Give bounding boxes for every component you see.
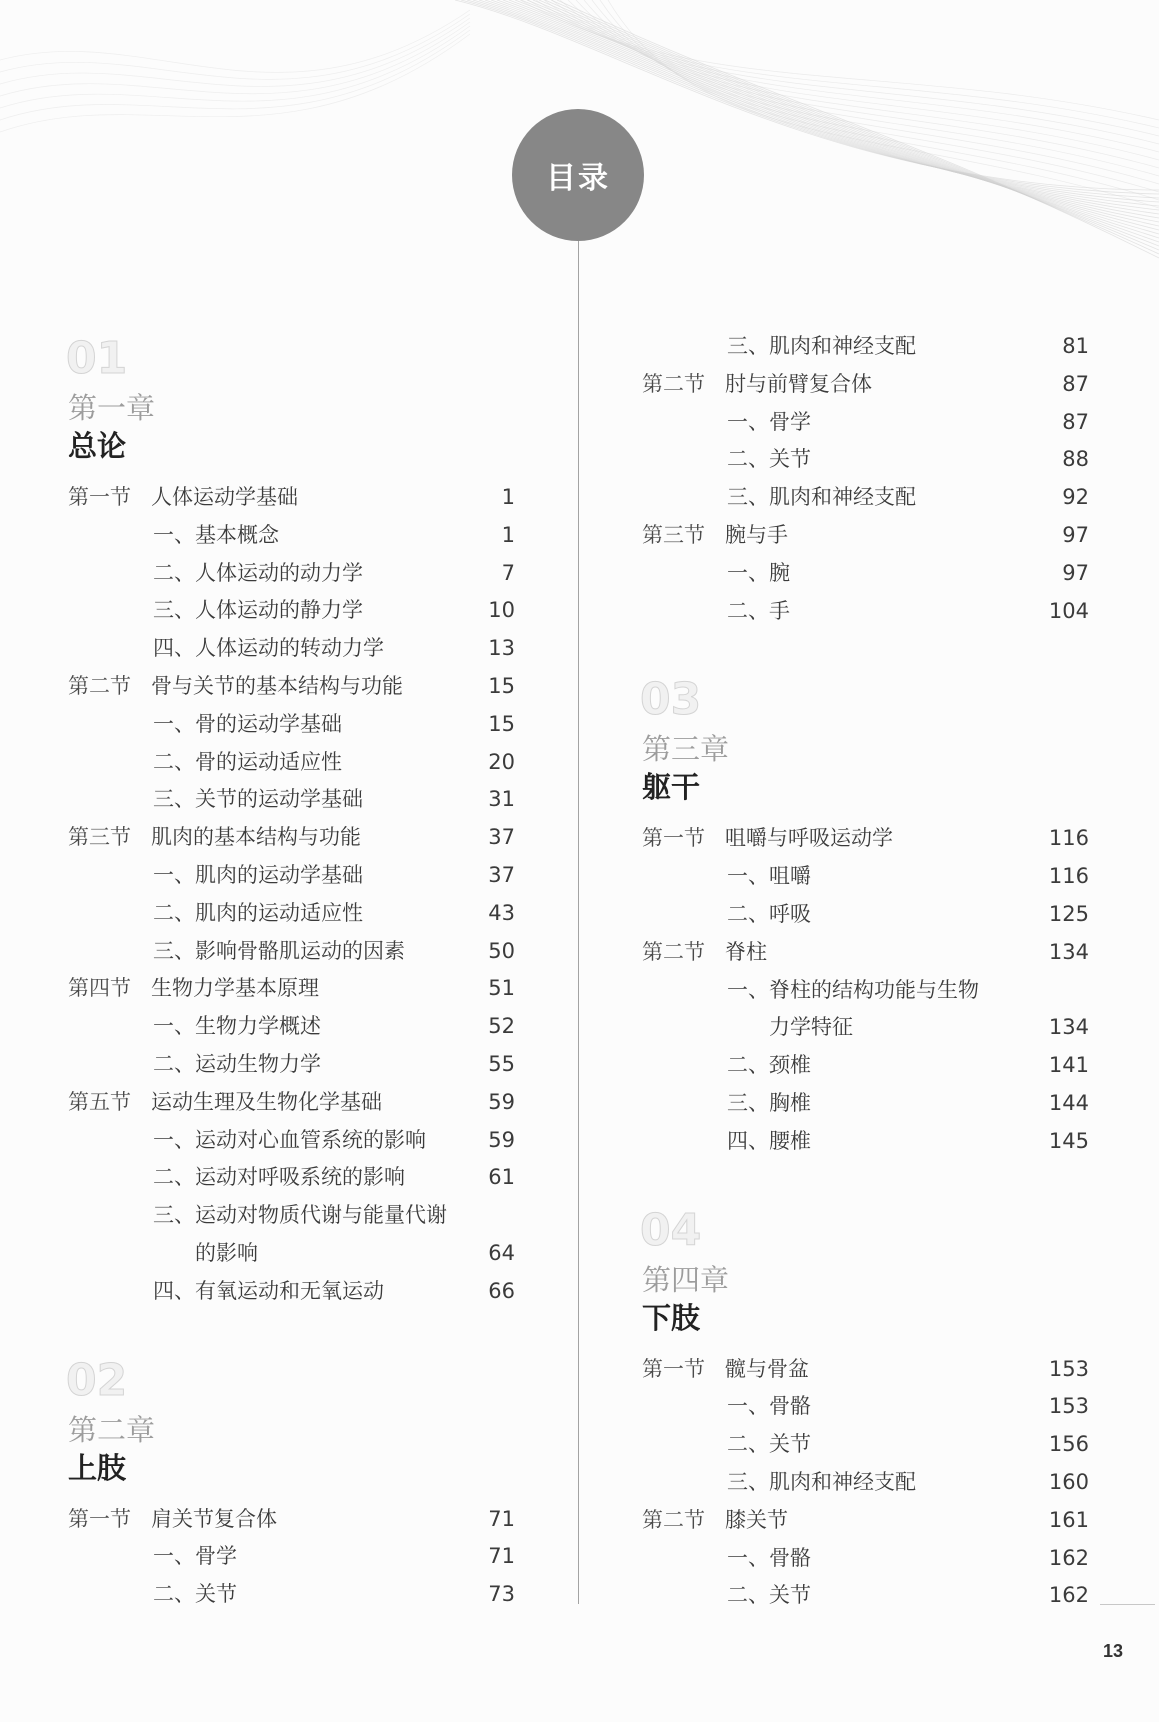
page-ref: 64 [488, 1240, 515, 1265]
wave-line [592, 0, 1159, 192]
toc-item-row [68, 1197, 515, 1235]
section-label: 第四节 [68, 976, 131, 1001]
item-title: 二、呼吸 [727, 901, 811, 926]
item-title: 三、运动对物质代谢与能量代谢 [153, 1203, 447, 1228]
chapter-label: 第一章 [68, 391, 156, 425]
chapter-label: 第二章 [68, 1412, 156, 1447]
page-ref: 97 [1062, 560, 1089, 585]
item-title: 一、骨的运动学基础 [153, 711, 342, 736]
chapter-number: 02 [66, 1354, 128, 1406]
toc-item-row [642, 328, 1089, 366]
section-label: 第三节 [68, 825, 131, 850]
item-title: 一、基本概念 [153, 522, 279, 547]
chapter-number: 03 [640, 674, 702, 726]
footer-rule [1100, 1604, 1155, 1605]
item-title: 三、肌肉和神经支配 [727, 485, 916, 510]
page-ref: 1 [501, 485, 515, 509]
item-title: 一、骨骼 [727, 1545, 811, 1570]
item-title: 二、肌肉的运动适应性 [153, 900, 363, 925]
page-ref: 71 [488, 1506, 515, 1531]
toc-item-row [68, 933, 515, 971]
toc-item-row [68, 1273, 515, 1311]
section-title: 人体运动学基础 [151, 485, 298, 509]
item-title: 一、运动对心血管系统的影响 [153, 1127, 426, 1152]
toc-item-row [68, 517, 515, 555]
page-ref: 73 [488, 1582, 515, 1607]
chapter-number: 01 [66, 333, 128, 384]
item-title: 二、人体运动的动力学 [153, 560, 363, 585]
item-title: 一、肌肉的运动学基础 [153, 862, 363, 887]
toc-item-row [642, 479, 1089, 517]
item-title-continued: 力学特征 [769, 1015, 853, 1040]
wave-line [0, 22, 470, 96]
section-label: 第二节 [642, 371, 705, 396]
page-ref: 92 [1062, 485, 1089, 510]
item-title: 一、骨骼 [727, 1394, 811, 1419]
toc-column-left [68, 289, 515, 1614]
chapter-heading [642, 1161, 1089, 1351]
item-title: 二、手 [727, 598, 790, 623]
section-title: 运动生理及生物化学基础 [151, 1089, 382, 1114]
item-title: 二、运动对呼吸系统的影响 [153, 1165, 405, 1190]
page-ref: 81 [1062, 334, 1089, 358]
section-label: 第五节 [68, 1089, 131, 1114]
page-ref: 71 [488, 1544, 515, 1569]
toc-item-row [642, 1085, 1089, 1123]
wave-line [536, 0, 1159, 136]
wave-line [520, 0, 1159, 120]
toc-section-row [68, 479, 515, 517]
page-ref: 66 [488, 1278, 515, 1303]
page-ref: 134 [1048, 1015, 1089, 1040]
page-ref: 61 [488, 1165, 515, 1190]
chapter-title: 躯干 [642, 770, 701, 805]
chapter-label: 第四章 [642, 1262, 730, 1297]
item-title: 一、咀嚼 [727, 864, 811, 889]
section-title: 腕与手 [725, 522, 788, 547]
toc-section-row [642, 1502, 1089, 1540]
toc-section-row [68, 668, 515, 706]
toc-item-row [68, 706, 515, 744]
toc-column-right [642, 328, 1089, 1615]
toc-section-row [642, 1351, 1089, 1389]
page-ref: 1 [501, 522, 515, 547]
section-title: 咀嚼与呼吸运动学 [725, 826, 893, 851]
item-title: 一、骨学 [153, 1544, 237, 1569]
wave-line [0, 30, 470, 120]
page-number: 13 [1102, 1641, 1124, 1661]
toc-item-row-continued [68, 1235, 515, 1273]
item-title: 一、骨学 [727, 409, 811, 434]
section-label: 第一节 [642, 826, 705, 851]
item-title: 三、关节的运动学基础 [153, 787, 363, 812]
toc-item-row [642, 1426, 1089, 1464]
wave-line [528, 0, 1159, 128]
chapter-title: 上肢 [68, 1450, 127, 1485]
section-title: 肩关节复合体 [151, 1506, 277, 1531]
page-ref: 15 [488, 711, 515, 736]
page-ref: 59 [488, 1127, 515, 1152]
page-ref: 162 [1048, 1583, 1089, 1608]
section-label: 第二节 [642, 1507, 705, 1532]
wave-line [0, 14, 470, 79]
page-ref: 51 [488, 976, 515, 1001]
section-label: 第三节 [642, 522, 705, 547]
toc-item-row [642, 404, 1089, 442]
chapter-title: 下肢 [642, 1300, 701, 1335]
item-title: 二、运动生物力学 [153, 1051, 321, 1076]
page-ref: 125 [1048, 901, 1089, 926]
section-label: 第二节 [642, 939, 705, 964]
page-ref: 55 [488, 1051, 515, 1076]
toc-section-row [642, 934, 1089, 972]
toc-item-row [642, 858, 1089, 896]
toc-badge [512, 109, 644, 241]
page-ref: 162 [1048, 1545, 1089, 1570]
toc-title: 目录 [546, 161, 610, 196]
section-title: 生物力学基本原理 [151, 976, 319, 1001]
toc-item-row [68, 555, 515, 593]
toc-section-row [68, 970, 515, 1008]
page-ref: 160 [1048, 1469, 1089, 1494]
item-title: 二、关节 [727, 447, 811, 472]
toc-item-row [642, 1464, 1089, 1502]
toc-item-row [68, 1538, 515, 1576]
item-title: 二、关节 [727, 1432, 811, 1457]
section-title: 膝关节 [725, 1507, 788, 1532]
item-title: 二、骨的运动适应性 [153, 749, 342, 774]
item-title: 三、肌肉和神经支配 [727, 334, 916, 358]
wave-line [0, 18, 470, 86]
item-title: 三、肌肉和神经支配 [727, 1469, 916, 1494]
toc-item-row [642, 972, 1089, 1010]
item-title: 一、脊柱的结构功能与生物 [727, 977, 979, 1002]
toc-section-row [642, 366, 1089, 404]
item-title: 二、关节 [153, 1582, 237, 1607]
toc-item-row [642, 555, 1089, 593]
item-title: 四、人体运动的转动力学 [153, 636, 384, 661]
section-label: 第一节 [642, 1356, 705, 1381]
toc-item-row [68, 630, 515, 668]
page-ref: 145 [1048, 1128, 1089, 1153]
wave-line [552, 0, 1159, 152]
section-title: 脊柱 [725, 939, 767, 964]
toc-item-row-continued [642, 1009, 1089, 1047]
item-title: 三、人体运动的静力学 [153, 598, 363, 623]
item-title: 二、关节 [727, 1583, 811, 1608]
section-title: 髋与骨盆 [725, 1356, 809, 1381]
toc-item-row [642, 1388, 1089, 1426]
toc-item-row [642, 1577, 1089, 1615]
item-title: 三、影响骨骼肌运动的因素 [153, 938, 405, 963]
chapter-heading [642, 630, 1089, 820]
toc-item-row [68, 744, 515, 782]
toc-item-row [642, 593, 1089, 631]
toc-item-row [68, 1159, 515, 1197]
chapter-title: 总论 [68, 429, 127, 463]
wave-line [0, 26, 470, 108]
page-ref: 37 [488, 825, 515, 850]
toc-item-row [642, 896, 1089, 934]
item-title: 四、有氧运动和无氧运动 [153, 1278, 384, 1303]
toc-item-row [68, 857, 515, 895]
page-ref: 87 [1062, 409, 1089, 434]
page-ref: 31 [488, 787, 515, 812]
page-ref: 153 [1048, 1356, 1089, 1381]
page-ref: 97 [1062, 522, 1089, 547]
item-title-continued: 的影响 [195, 1240, 258, 1265]
page-ref: 88 [1062, 447, 1089, 472]
page-ref: 153 [1048, 1394, 1089, 1419]
toc-item-row [68, 1008, 515, 1046]
page-ref: 20 [488, 749, 515, 774]
section-title: 肌肉的基本结构与功能 [151, 825, 361, 850]
page-ref: 52 [488, 1014, 515, 1039]
page-ref: 50 [488, 938, 515, 963]
chapter-heading [68, 289, 515, 479]
toc-item-row [68, 895, 515, 933]
section-label: 第二节 [68, 673, 131, 698]
page-ref: 144 [1048, 1090, 1089, 1115]
page-ref: 161 [1048, 1507, 1089, 1532]
toc-section-row [642, 517, 1089, 555]
page-ref: 15 [488, 673, 515, 698]
item-title: 一、腕 [727, 560, 790, 585]
page-ref: 116 [1048, 826, 1089, 851]
toc-item-row [642, 1047, 1089, 1085]
section-label: 第一节 [68, 485, 131, 509]
toc-item-row [68, 1046, 515, 1084]
page-ref: 156 [1048, 1432, 1089, 1457]
toc-item-row [642, 1540, 1089, 1578]
page-ref: 13 [488, 636, 515, 661]
item-title: 四、腰椎 [727, 1128, 811, 1153]
toc-item-row [68, 781, 515, 819]
toc-item-row [642, 441, 1089, 479]
page-ref: 87 [1062, 371, 1089, 396]
chapter-number: 04 [640, 1204, 702, 1256]
page-ref: 10 [488, 598, 515, 623]
toc-section-row [68, 1501, 515, 1539]
section-title: 骨与关节的基本结构与功能 [151, 673, 403, 698]
toc-item-row [68, 1576, 515, 1614]
item-title: 一、生物力学概述 [153, 1014, 321, 1039]
section-label: 第一节 [68, 1506, 131, 1531]
column-divider [578, 241, 579, 1604]
toc-section-row [68, 1084, 515, 1122]
page-ref: 7 [501, 560, 515, 585]
toc-item-row [68, 592, 515, 630]
page-ref: 59 [488, 1089, 515, 1114]
wave-line [568, 0, 1159, 168]
page-ref: 134 [1048, 939, 1089, 964]
page-ref: 104 [1048, 598, 1089, 623]
page-ref: 141 [1048, 1053, 1089, 1078]
page-ref: 43 [488, 900, 515, 925]
toc-item-row [68, 1122, 515, 1160]
section-title: 肘与前臂复合体 [725, 371, 872, 396]
page-ref: 116 [1048, 864, 1089, 889]
chapter-label: 第三章 [642, 732, 730, 767]
toc-item-row [642, 1123, 1089, 1161]
toc-section-row [642, 820, 1089, 858]
toc-section-row [68, 819, 515, 857]
chapter-heading [68, 1311, 515, 1501]
page-ref: 37 [488, 862, 515, 887]
item-title: 二、颈椎 [727, 1053, 811, 1078]
item-title: 三、胸椎 [727, 1090, 811, 1115]
